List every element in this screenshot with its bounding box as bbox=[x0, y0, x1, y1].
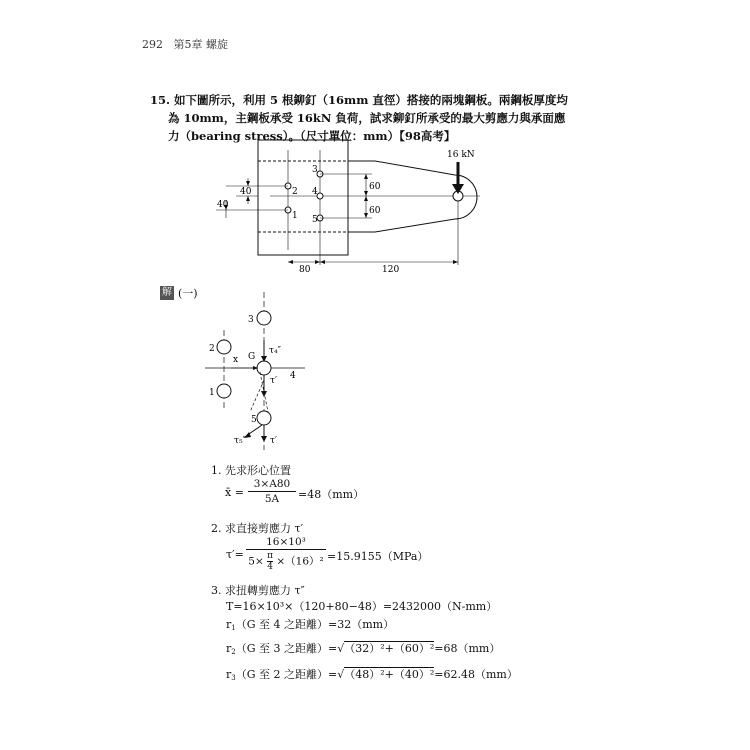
dim-bottom-right: 120 bbox=[382, 265, 400, 275]
step-3-torque: T=16×10³×（120+80−48）=2432000（N-mm） bbox=[226, 600, 498, 613]
rivet-3 bbox=[257, 311, 271, 325]
dim-right-bottom: 60 bbox=[369, 206, 381, 216]
rivet-1 bbox=[217, 384, 231, 398]
dim-right-top: 60 bbox=[369, 182, 381, 192]
problem-number: 15. bbox=[150, 93, 171, 107]
chapter-title: 第5章 螺旋 bbox=[173, 38, 228, 51]
svg-text:1: 1 bbox=[209, 388, 215, 398]
svg-text:4: 4 bbox=[290, 371, 296, 381]
step-2-fraction: 16×10³ $5\times \frac{\pi}{4} \times(16)^2$ bbox=[246, 536, 326, 572]
rivet-label-3: 3 bbox=[312, 165, 318, 175]
rivet-label-1: 1 bbox=[292, 211, 298, 221]
rivet-2 bbox=[217, 340, 231, 354]
svg-text:τ′: τ′ bbox=[270, 436, 278, 446]
svg-text:τ₄″: τ₄″ bbox=[269, 346, 281, 356]
step-1-fraction: 3×A80 5A bbox=[248, 478, 296, 505]
svg-text:τ₅″: τ₅″ bbox=[234, 436, 246, 446]
svg-text:5: 5 bbox=[251, 415, 257, 425]
svg-text:2: 2 bbox=[209, 344, 215, 354]
page-number: 292 bbox=[142, 38, 163, 51]
solution-part: (一) bbox=[178, 287, 198, 300]
step-1-lhs: x̄ = bbox=[225, 486, 244, 499]
rivet-5 bbox=[257, 411, 271, 425]
rivet-label-2: 2 bbox=[292, 187, 298, 197]
step-3-title: 3. 求扭轉剪應力 τ″ bbox=[211, 584, 305, 597]
problem-line-1: 15. 如下圖所示，利用 5 根鉚釘（16mm 直徑）搭接的兩塊鋼板。兩鋼板厚度均 bbox=[150, 93, 568, 107]
problem-line-3: 力（bearing stress）。（尺寸單位：mm）【98高考】 bbox=[168, 129, 456, 143]
rivet-label-5: 5 bbox=[312, 215, 318, 225]
step-1-rhs: =48（mm） bbox=[298, 488, 365, 501]
step-2-lhs: τ′= bbox=[226, 548, 244, 561]
svg-text:G: G bbox=[248, 352, 256, 362]
problem-line-2: 為 10mm，主鋼板承受 16kN 負荷，試求鉚釘所承受的最大剪應力與承面應 bbox=[168, 111, 566, 125]
rivet-4 bbox=[257, 361, 271, 375]
solution-badge: 解 bbox=[162, 287, 172, 298]
svg-text:3: 3 bbox=[248, 315, 254, 325]
svg-text:x: x bbox=[233, 355, 239, 365]
r3-line: $r_3(G$ 至 2 之距離）=√（48）²+（40）²=62.48（mm） bbox=[226, 668, 518, 682]
step-1-title: 1. 先求形心位置 bbox=[211, 464, 291, 477]
dim-bottom-left: 80 bbox=[299, 265, 311, 275]
r1-line: $r_1(G$ 至 4 之距離）=32（mm） bbox=[226, 618, 395, 632]
rivet-label-4: 4 bbox=[312, 187, 318, 197]
step-2-rhs: =15.9155（MPa） bbox=[327, 550, 429, 563]
svg-text:τ′: τ′ bbox=[270, 376, 278, 386]
dim-left-top: 40 bbox=[240, 187, 252, 197]
r2-line: $r_2(G$ 至 3 之距離）=√（32）²+（60）²=68（mm） bbox=[226, 642, 501, 656]
dim-left-bottom: 40 bbox=[217, 200, 229, 210]
load-label: 16 kN bbox=[447, 150, 475, 160]
step-2-title: 2. 求直接剪應力 τ′ bbox=[211, 522, 304, 535]
